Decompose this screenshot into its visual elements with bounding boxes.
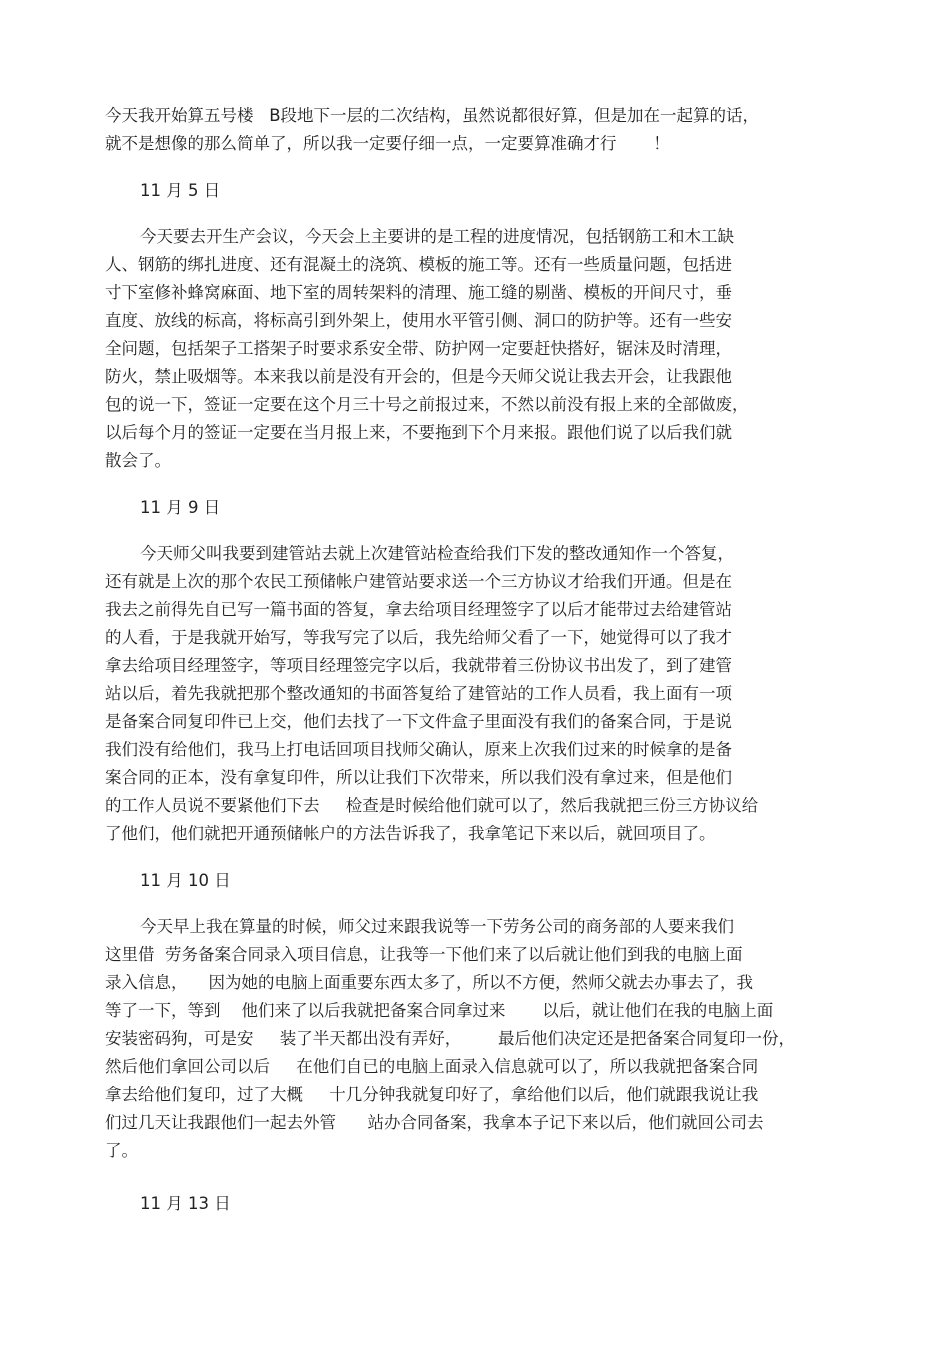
- paragraph-line: 我去之前得先自已写一篇书面的答复，拿去给项目经理签字了以后才能带过去给建管站: [105, 600, 732, 619]
- paragraph-line: 今天我开始算五号楼 B段地下一层的二次结构，虽然说都很好算，但是加在一起算的话，: [105, 106, 760, 125]
- entry-date: 11 月 9 日: [140, 498, 221, 517]
- paragraph-line: 是备案合同复印件已上交，他们去找了一下文件盒子里面没有我们的备案合同，于是说: [105, 712, 732, 731]
- paragraph-line: 人、钢筋的绑扎进度、还有混凝土的浇筑、模板的施工等。还有一些质量问题，包括进: [105, 255, 732, 274]
- entry-date: 11 月 10 日: [140, 871, 231, 890]
- paragraph-line: 就不是想像的那么简单了，所以我一定要仔细一点，一定要算准确才行 ！: [105, 134, 670, 153]
- entry-date: 11 月 13 日: [140, 1194, 231, 1213]
- paragraph-line: 等了一下，等到 他们来了以后我就把备案合同拿过来 以后，就让他们在我的电脑上面: [105, 1001, 774, 1020]
- paragraph-line: 了他们，他们就把开通预储帐户的方法告诉我了，我拿笔记下来以后，就回项目了。: [105, 824, 716, 843]
- paragraph-line: 了。: [105, 1141, 138, 1160]
- paragraph-line: 们过几天让我跟他们一起去外管 站办合同备案，我拿本子记下来以后，他们就回公司去: [105, 1113, 764, 1132]
- paragraph-line: 的工作人员说不要紧他们下去 检查是时候给他们就可以了，然后我就把三份三方协议给: [105, 796, 759, 815]
- paragraph-line: 防火，禁止吸烟等。本来我以前是没有开会的，但是今天师父说让我去开会，让我跟他: [105, 367, 732, 386]
- paragraph-line: 散会了。: [105, 451, 171, 470]
- paragraph-line: 以后每个月的签证一定要在当月报上来，不要拖到下个月来报。跟他们说了以后我们就: [105, 423, 732, 442]
- paragraph-line: 拿去给项目经理签字，等项目经理签完字以后，我就带着三份协议书出发了，到了建管: [105, 656, 732, 675]
- paragraph-line: 安装密码狗，可是安 装了半天都出没有弄好， 最后他们决定还是把备案合同复印一份，: [105, 1029, 795, 1048]
- paragraph-line: 今天师父叫我要到建管站去就上次建管站检查给我们下发的整改通知作一个答复，: [140, 544, 734, 563]
- paragraph-line: 这里借 劳务备案合同录入项目信息，让我等一下他们来了以后就让他们到我的电脑上面: [105, 945, 743, 964]
- paragraph-line: 案合同的正本，没有拿复印件，所以让我们下次带来，所以我们没有拿过来，但是他们: [105, 768, 732, 787]
- paragraph-line: 我们没有给他们，我马上打电话回项目找师父确认，原来上次我们过来的时候拿的是备: [105, 740, 732, 759]
- entry-date: 11 月 5 日: [140, 181, 221, 200]
- paragraph-line: 直度、放线的标高，将标高引到外架上，使用水平管引侧、洞口的防护等。还有一些安: [105, 311, 732, 330]
- paragraph-line: 拿去给他们复印，过了大概 十几分钟我就复印好了，拿给他们以后，他们就跟我说让我: [105, 1085, 759, 1104]
- paragraph-line: 包的说一下，签证一定要在这个月三十号之前报过来，不然以前没有报上来的全部做废，: [105, 395, 749, 414]
- paragraph-line: 站以后，着先我就把那个整改通知的书面答复给了建管站的工作人员看，我上面有一项: [105, 684, 732, 703]
- paragraph-line: 今天要去开生产会议，今天会上主要讲的是工程的进度情况，包括钢筋工和木工缺: [140, 227, 734, 246]
- paragraph-line: 今天早上我在算量的时候，师父过来跟我说等一下劳务公司的商务部的人要来我们: [140, 917, 734, 936]
- paragraph-line: 录入信息， 因为她的电脑上面重要东西太多了，所以不方便，然师父就去办事去了，我: [105, 973, 753, 992]
- paragraph-line: 寸下室修补蜂窝麻面、地下室的周转架料的清理、施工缝的剔凿、模板的开间尺寸，垂: [105, 283, 732, 302]
- paragraph-line: 还有就是上次的那个农民工预储帐户建管站要求送一个三方协议才给我们开通。但是在: [105, 572, 732, 591]
- paragraph-line: 的人看，于是我就开始写，等我写完了以后，我先给师父看了一下，她觉得可以了我才: [105, 628, 732, 647]
- paragraph-line: 全问题，包括架子工搭架子时要求系安全带、防护网一定要赶快搭好，锯沫及时清理，: [105, 339, 732, 358]
- paragraph-line: 然后他们拿回公司以后 在他们自已的电脑上面录入信息就可以了，所以我就把备案合同: [105, 1057, 759, 1076]
